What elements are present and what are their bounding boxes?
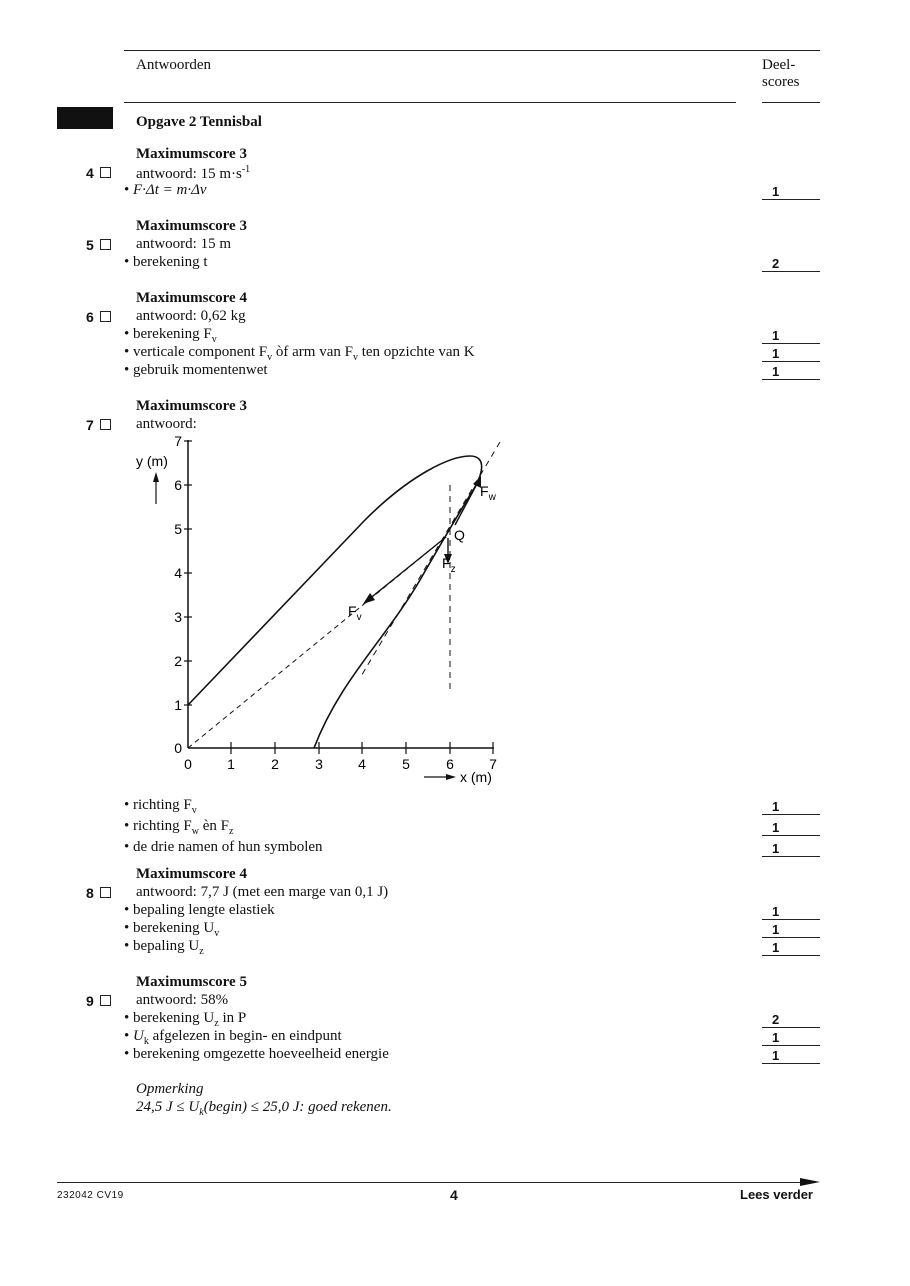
x-tick: 4 bbox=[358, 756, 366, 772]
q4-max: Maximumscore 3 bbox=[136, 146, 247, 162]
q8-score-1: 1 bbox=[762, 903, 820, 920]
q7-bullet-1: • richting $F_v$ bbox=[124, 797, 197, 816]
fv-arrowhead bbox=[363, 593, 375, 604]
q7-checkbox bbox=[100, 419, 111, 430]
x-tick: 3 bbox=[315, 756, 323, 772]
q8-bullet-3: • bepaling $U_z$ bbox=[124, 938, 204, 957]
fw-label: $F_w$ bbox=[480, 483, 496, 503]
x-tick: 7 bbox=[489, 756, 497, 772]
section-marker bbox=[57, 107, 113, 129]
y-tick: 7 bbox=[174, 433, 182, 449]
footer-code: 232042 CV19 bbox=[57, 1190, 124, 1201]
q6-score-3: 1 bbox=[762, 363, 820, 380]
q9-score-2: 1 bbox=[762, 1029, 820, 1046]
q9-score-3: 1 bbox=[762, 1047, 820, 1064]
q7-score-2: 1 bbox=[762, 819, 820, 836]
q8-number: 8 bbox=[86, 885, 111, 901]
q5-answer: antwoord: 15 m bbox=[136, 236, 231, 252]
x-tick: 5 bbox=[402, 756, 410, 772]
q9-checkbox bbox=[100, 995, 111, 1006]
q8-checkbox bbox=[100, 887, 111, 898]
header-partial-scores: Deel- scores bbox=[762, 57, 800, 90]
q6-answer: antwoord: 0,62 kg bbox=[136, 308, 246, 324]
fv-label: $F_v$ bbox=[348, 603, 362, 623]
x-axis-label: x (m) bbox=[460, 769, 492, 785]
q7-score-3: 1 bbox=[762, 840, 820, 857]
tick-marks bbox=[184, 441, 493, 754]
q9-score-1: 2 bbox=[762, 1011, 820, 1028]
q6-bullet-3: • gebruik momentenwet bbox=[124, 362, 268, 378]
y-label-arrowhead bbox=[153, 472, 159, 482]
q-label: Q bbox=[454, 527, 465, 543]
q7-max: Maximumscore 3 bbox=[136, 398, 247, 414]
x-label-arrowhead bbox=[446, 774, 456, 780]
q4-checkbox bbox=[100, 167, 111, 178]
q6-score-2: 1 bbox=[762, 345, 820, 362]
q6-checkbox bbox=[100, 311, 111, 322]
q9-bullet-2: • $U_k$ afgelezen in begin- en eindpunt bbox=[124, 1028, 342, 1047]
trajectory-curve bbox=[188, 456, 482, 748]
q5-max: Maximumscore 3 bbox=[136, 218, 247, 234]
q4-score-1: 1 bbox=[762, 183, 820, 200]
header-answers: Antwoorden bbox=[136, 57, 211, 73]
y-tick: 0 bbox=[174, 740, 182, 756]
footer-page-number: 4 bbox=[450, 1187, 458, 1203]
header-rule bbox=[124, 102, 736, 103]
q8-score-2: 1 bbox=[762, 921, 820, 938]
q6-bullet-1: • berekening $F_v$ bbox=[124, 326, 217, 345]
q7-number: 7 bbox=[86, 417, 111, 433]
header-rule-right bbox=[762, 102, 820, 103]
footer-next: Lees verder bbox=[740, 1187, 813, 1202]
y-tick: 6 bbox=[174, 477, 182, 493]
x-tick-labels bbox=[184, 756, 497, 772]
y-tick: 1 bbox=[174, 697, 182, 713]
q4-answer: antwoord: 15 $m\cdot s^{-1}$ bbox=[136, 164, 251, 182]
x-tick: 2 bbox=[271, 756, 279, 772]
fv-arrow-line bbox=[368, 537, 446, 600]
q9-bullet-1: • berekening $U_z$ in P bbox=[124, 1010, 247, 1029]
q8-answer: antwoord: 7,7 J (met een marge van 0,1 J) bbox=[136, 884, 389, 900]
q5-score-1: 2 bbox=[762, 255, 820, 272]
y-tick: 5 bbox=[174, 521, 182, 537]
q5-checkbox bbox=[100, 239, 111, 250]
q6-max: Maximumscore 4 bbox=[136, 290, 247, 306]
y-tick: 4 bbox=[174, 565, 182, 581]
dashed-tangent bbox=[360, 442, 500, 678]
q8-score-3: 1 bbox=[762, 939, 820, 956]
x-tick: 0 bbox=[184, 756, 192, 772]
q7-bullet-3: • de drie namen of hun symbolen bbox=[124, 839, 323, 855]
trajectory-diagram bbox=[110, 430, 530, 790]
q7-answer: antwoord: bbox=[136, 416, 197, 432]
remark-text: 24,5 $J \le U_k(begin) \le 25,0$ J: goed rekenen. bbox=[136, 1099, 392, 1118]
q7-score-1: 1 bbox=[762, 798, 820, 815]
q8-bullet-1: • bepaling lengte elastiek bbox=[124, 902, 275, 918]
q6-score-1: 1 bbox=[762, 327, 820, 344]
y-tick: 2 bbox=[174, 653, 182, 669]
q9-max: Maximumscore 5 bbox=[136, 974, 247, 990]
q6-number: 6 bbox=[86, 309, 111, 325]
y-tick-labels bbox=[174, 433, 182, 756]
q8-bullet-2: • berekening $U_v$ bbox=[124, 920, 220, 939]
q8-max: Maximumscore 4 bbox=[136, 866, 247, 882]
remark-title: Opmerking bbox=[136, 1081, 204, 1097]
top-rule bbox=[124, 50, 820, 51]
y-axis-label: y (m) bbox=[136, 453, 168, 469]
q4-number: 4 bbox=[86, 165, 111, 181]
q5-bullet-1: • berekening t bbox=[124, 254, 208, 270]
q9-answer: antwoord: 58% bbox=[136, 992, 229, 1008]
q9-number: 9 bbox=[86, 993, 111, 1009]
fz-label: $F_z$ bbox=[442, 555, 456, 575]
footer-rule bbox=[57, 1182, 807, 1183]
section-title: Opgave 2 Tennisbal bbox=[136, 114, 262, 130]
q9-bullet-3: • berekening omgezette hoeveelheid energie bbox=[124, 1046, 389, 1062]
q5-number: 5 bbox=[86, 237, 111, 253]
x-tick: 6 bbox=[446, 756, 454, 772]
x-tick: 1 bbox=[227, 756, 235, 772]
fw-arrow-line bbox=[455, 482, 478, 525]
q6-bullet-2: • verticale component $F_v$ òf arm van $F_v$ ten opzichte van K bbox=[124, 344, 475, 363]
y-tick: 3 bbox=[174, 609, 182, 625]
q4-bullet-1: • F·Δt = m·Δv bbox=[124, 182, 207, 198]
q7-bullet-2: • richting $F_w$ èn $F_z$ bbox=[124, 818, 234, 837]
